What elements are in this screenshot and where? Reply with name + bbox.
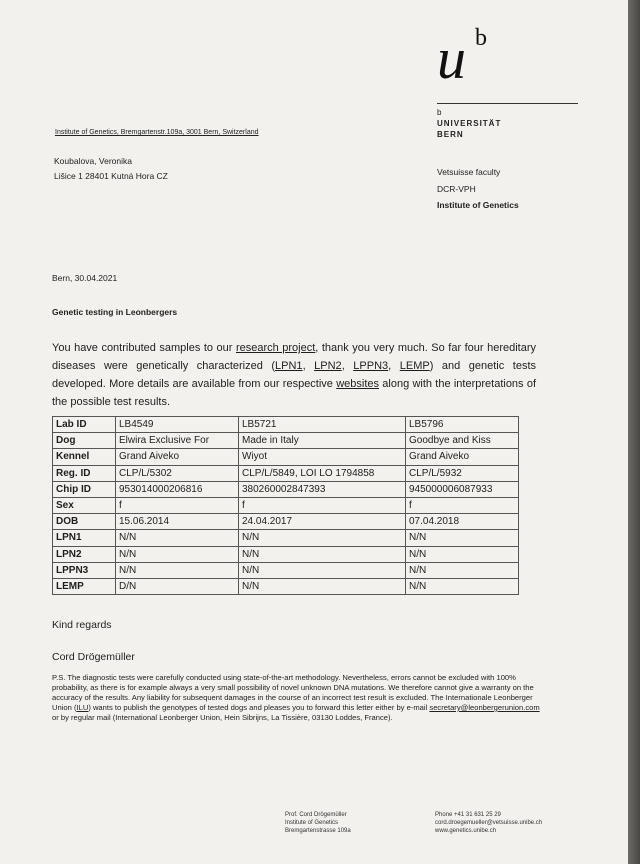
table-cell: 953014000206816 <box>116 481 239 497</box>
table-cell: f <box>116 497 239 513</box>
ps-text-1: P.S. The diagnostic tests were carefully conducted using state-of-the-art methodology. Nevertheless, errors cannot be excluded with 100% probability, as there is for example always a very small possibility of novel unknown DNA mutations. We therefore cannot give a warranty on the accuracy of the results. Any liability for subsequent damages in the course of an incorrect test result is excluded. The Internationale Leonberger Union ( <box>52 673 534 712</box>
faculty-name: Vetsuisse faculty <box>437 167 501 177</box>
intro-text-3: ) and genetic tests developed. More details are available from our respective <box>52 360 536 390</box>
table-row <box>53 497 519 513</box>
results-table <box>52 416 519 595</box>
row-label: Kennel <box>53 449 116 465</box>
table-cell: 24.04.2017 <box>239 514 406 530</box>
table-cell: f <box>239 497 406 513</box>
table-cell: CLP/L/5302 <box>116 465 239 481</box>
footer-email: cord.droegemueller@vetsuisse.unibe.ch <box>435 820 543 826</box>
postscript-paragraph <box>52 673 542 723</box>
faculty-department: DCR-VPH <box>437 183 476 194</box>
footer-contact-right <box>435 811 542 835</box>
table-cell: CLP/L/5932 <box>406 465 519 481</box>
intro-paragraph <box>52 339 536 411</box>
lppn3-link[interactable]: LPPN3 <box>353 360 389 372</box>
row-label: LPPN3 <box>53 562 116 578</box>
table-row <box>53 546 519 562</box>
table-row <box>53 578 519 594</box>
university-name <box>437 118 501 140</box>
row-label: Sex <box>53 497 116 513</box>
email-link[interactable]: secretary@leonbergerunion.com <box>429 703 540 712</box>
table-cell: Grand Aiveko <box>406 449 519 465</box>
table-cell: Elwira Exclusive For <box>116 433 239 449</box>
table-cell: N/N <box>239 530 406 546</box>
footer-street: Bremgartenstrasse 109a <box>285 828 351 834</box>
university-logo-b: b <box>475 25 487 51</box>
intro-text-4: along with the interpretations of the possible test results. <box>52 378 536 408</box>
websites-link[interactable]: websites <box>336 378 379 390</box>
university-name-line2: BERN <box>437 130 464 139</box>
table-cell: Wiyot <box>239 449 406 465</box>
table-cell: D/N <box>116 578 239 594</box>
letter-subject: Genetic testing in Leonbergers <box>52 307 178 317</box>
table-cell: Grand Aiveko <box>116 449 239 465</box>
university-logo-u: u <box>437 26 466 91</box>
logo-small-b: b <box>437 108 442 117</box>
table-cell: N/N <box>239 578 406 594</box>
table-cell: N/N <box>239 546 406 562</box>
lpn1-link[interactable]: LPN1 <box>275 360 303 372</box>
letter-date: Bern, 30.04.2021 <box>52 273 118 283</box>
table-row <box>53 514 519 530</box>
row-label: Lab ID <box>53 417 116 433</box>
row-label: Chip ID <box>53 481 116 497</box>
ps-text-3: or by regular mail (International Leonberger Union, Hein Sibrijns, La Tissière, 03130 Loddes, France). <box>52 713 393 722</box>
sender-address-line: Institute of Genetics, Bremgartenstr.109a, 3001 Bern, Switzerland <box>55 129 259 136</box>
row-label: Reg. ID <box>53 465 116 481</box>
intro-separator: , <box>302 360 315 372</box>
intro-text-2: , thank you very much. So far four hereditary diseases were genetically characterized ( <box>52 342 537 372</box>
research-project-link[interactable]: research project <box>235 342 316 354</box>
table-cell: N/N <box>116 530 239 546</box>
university-name-line1: UNIVERSITÄT <box>437 119 502 128</box>
table-cell: N/N <box>116 546 239 562</box>
table-cell: 945000006087933 <box>406 481 519 497</box>
table-cell: N/N <box>239 562 406 578</box>
intro-separator: , <box>388 360 400 372</box>
paper-edge-shadow <box>628 0 640 864</box>
table-cell: N/N <box>116 562 239 578</box>
recipient-name: Koubalova, Veronika <box>54 156 132 166</box>
table-cell: 380260002847393 <box>239 481 406 497</box>
lpn2-link[interactable]: LPN2 <box>314 360 342 372</box>
table-row <box>53 530 519 546</box>
footer-person: Prof. Cord Drögemüller <box>285 812 347 818</box>
row-label: Dog <box>53 433 116 449</box>
lemp-link[interactable]: LEMP <box>399 360 430 372</box>
row-label: LPN1 <box>53 530 116 546</box>
table-cell: LB4549 <box>116 417 239 433</box>
table-row <box>53 465 519 481</box>
table-row <box>53 562 519 578</box>
table-cell: LB5796 <box>406 417 519 433</box>
table-cell: Made in Italy <box>239 433 406 449</box>
table-cell: Goodbye and Kiss <box>406 433 519 449</box>
footer-institute: Institute of Genetics <box>285 820 339 826</box>
row-label: LPN2 <box>53 546 116 562</box>
table-cell: LB5721 <box>239 417 406 433</box>
table-row <box>53 449 519 465</box>
table-cell: 15.06.2014 <box>116 514 239 530</box>
table-cell: 07.04.2018 <box>406 514 519 530</box>
row-label: LEMP <box>53 578 116 594</box>
table-row <box>53 417 519 433</box>
ilu-link[interactable]: ILU <box>76 703 89 712</box>
recipient-block <box>54 154 168 184</box>
logo-divider <box>437 103 578 104</box>
table-cell: N/N <box>406 530 519 546</box>
recipient-address: Lišice 1 28401 Kutná Hora CZ <box>54 171 168 181</box>
footer-contact-left <box>285 811 351 835</box>
row-label: DOB <box>53 514 116 530</box>
table-cell: f <box>406 497 519 513</box>
table-row <box>53 481 519 497</box>
footer-phone: Phone +41 31 631 25 29 <box>435 812 501 818</box>
table-cell: N/N <box>406 578 519 594</box>
table-cell: N/N <box>406 562 519 578</box>
table-cell: N/N <box>406 546 519 562</box>
table-row <box>53 433 519 449</box>
table-cell: CLP/L/5849, LOI LO 1794858 <box>239 465 406 481</box>
ps-text-2: ) wants to publish the genotypes of tested dogs and pleases you to forward this letter either by e-mail <box>88 703 430 712</box>
signature-name: Cord Drögemüller <box>52 651 135 663</box>
intro-text-1: You have contributed samples to our <box>52 342 236 354</box>
faculty-block <box>437 164 519 214</box>
intro-separator: , <box>341 360 354 372</box>
faculty-institute: Institute of Genetics <box>437 200 519 210</box>
footer-website: www.genetics.unibe.ch <box>435 828 497 834</box>
closing-text: Kind regards <box>52 619 112 631</box>
